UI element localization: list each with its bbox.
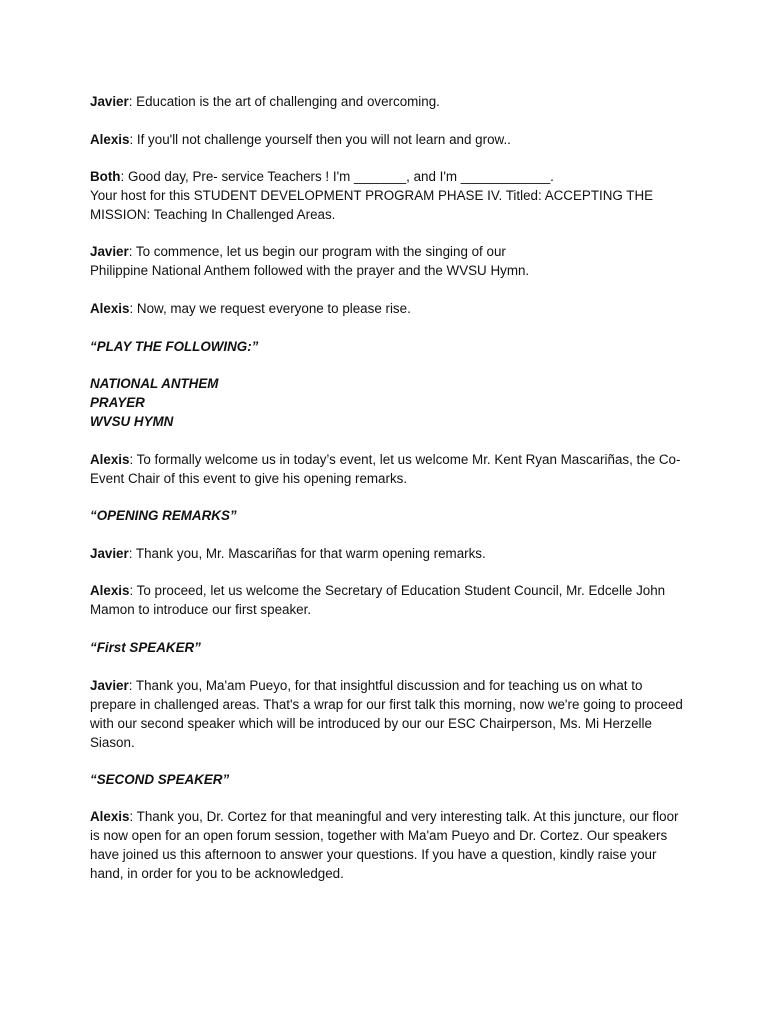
stage-cue: “SECOND SPEAKER” (90, 772, 230, 787)
line-continuation: Philippine National Anthem followed with the prayer and the WVSU Hymn. (90, 263, 530, 278)
stage-cue: “First SPEAKER” (90, 640, 201, 655)
line-text: : To commence, let us begin our program with the singing of our (128, 244, 506, 259)
speaker-name: Javier (90, 94, 129, 109)
line-text: : Thank you, Ma'am Pueyo, for that insightful discussion and for teaching us on what to prepare in challenged areas. That's a wrap for our first talk this morning, now we're going to proceed with our second speaker which will be introduced by our our ESC Chairperson, Ms. Mi Herzelle Siason. (90, 678, 683, 750)
cue-item: WVSU HYMN (90, 414, 174, 429)
cue-item: PRAYER (90, 395, 145, 410)
script-line-alexis (90, 299, 690, 318)
line-text: : Education is the art of challenging and overcoming. (128, 94, 440, 109)
speaker-name: Alexis (90, 132, 130, 147)
speaker-name: Javier (90, 546, 129, 561)
script-line-javier (90, 242, 690, 280)
line-text: : Good day, Pre- service Teachers ! I'm _______, and I'm ____________. (120, 169, 554, 184)
speaker-name: Alexis (90, 583, 130, 598)
speaker-name: Alexis (90, 452, 130, 467)
speaker-name: Alexis (90, 301, 130, 316)
script-line-alexis (90, 130, 690, 149)
stage-cue: “OPENING REMARKS” (90, 508, 237, 523)
speaker-name: Javier (90, 678, 129, 693)
script-line-both (90, 167, 690, 224)
line-text: : Thank you, Dr. Cortez for that meaningful and very interesting talk. At this juncture, our floor is now open for an open forum session, together with Ma'am Pueyo and Dr. Cortez. Our speakers have joined us this afternoon to answer your questions. If you have a question, kindly raise your hand, in order for you to be acknowledged. (90, 809, 679, 881)
line-text: : Thank you, Mr. Mascariñas for that warm opening remarks. (128, 546, 486, 561)
line-continuation: Your host for this STUDENT DEVELOPMENT PROGRAM PHASE IV. Titled: ACCEPTING THE MISSION: Teaching In Challenged Areas. (90, 188, 654, 222)
line-text: : If you'll not challenge yourself then you will not learn and grow.. (129, 132, 511, 147)
speaker-name: Both (90, 169, 121, 184)
stage-cue: “PLAY THE FOLLOWING:” (90, 339, 259, 354)
script-line-javier (90, 544, 690, 563)
script-line-alexis (90, 581, 690, 619)
script-line-javier (90, 92, 690, 111)
speaker-name: Javier (90, 244, 129, 259)
script-line-javier (90, 676, 690, 752)
line-text: : To formally welcome us in today’s event, let us welcome Mr. Kent Ryan Mascariñas, the Co-Event Chair of this event to give his opening remarks. (90, 452, 681, 486)
script-line-alexis (90, 807, 690, 883)
line-text: : To proceed, let us welcome the Secretary of Education Student Council, Mr. Edcelle John Mamon to introduce our first speaker. (90, 583, 666, 617)
script-line-alexis (90, 450, 690, 488)
cue-item: NATIONAL ANTHEM (90, 376, 219, 391)
line-text: : Now, may we request everyone to please rise. (129, 301, 411, 316)
cue-list (90, 374, 690, 431)
speaker-name: Alexis (90, 809, 130, 824)
